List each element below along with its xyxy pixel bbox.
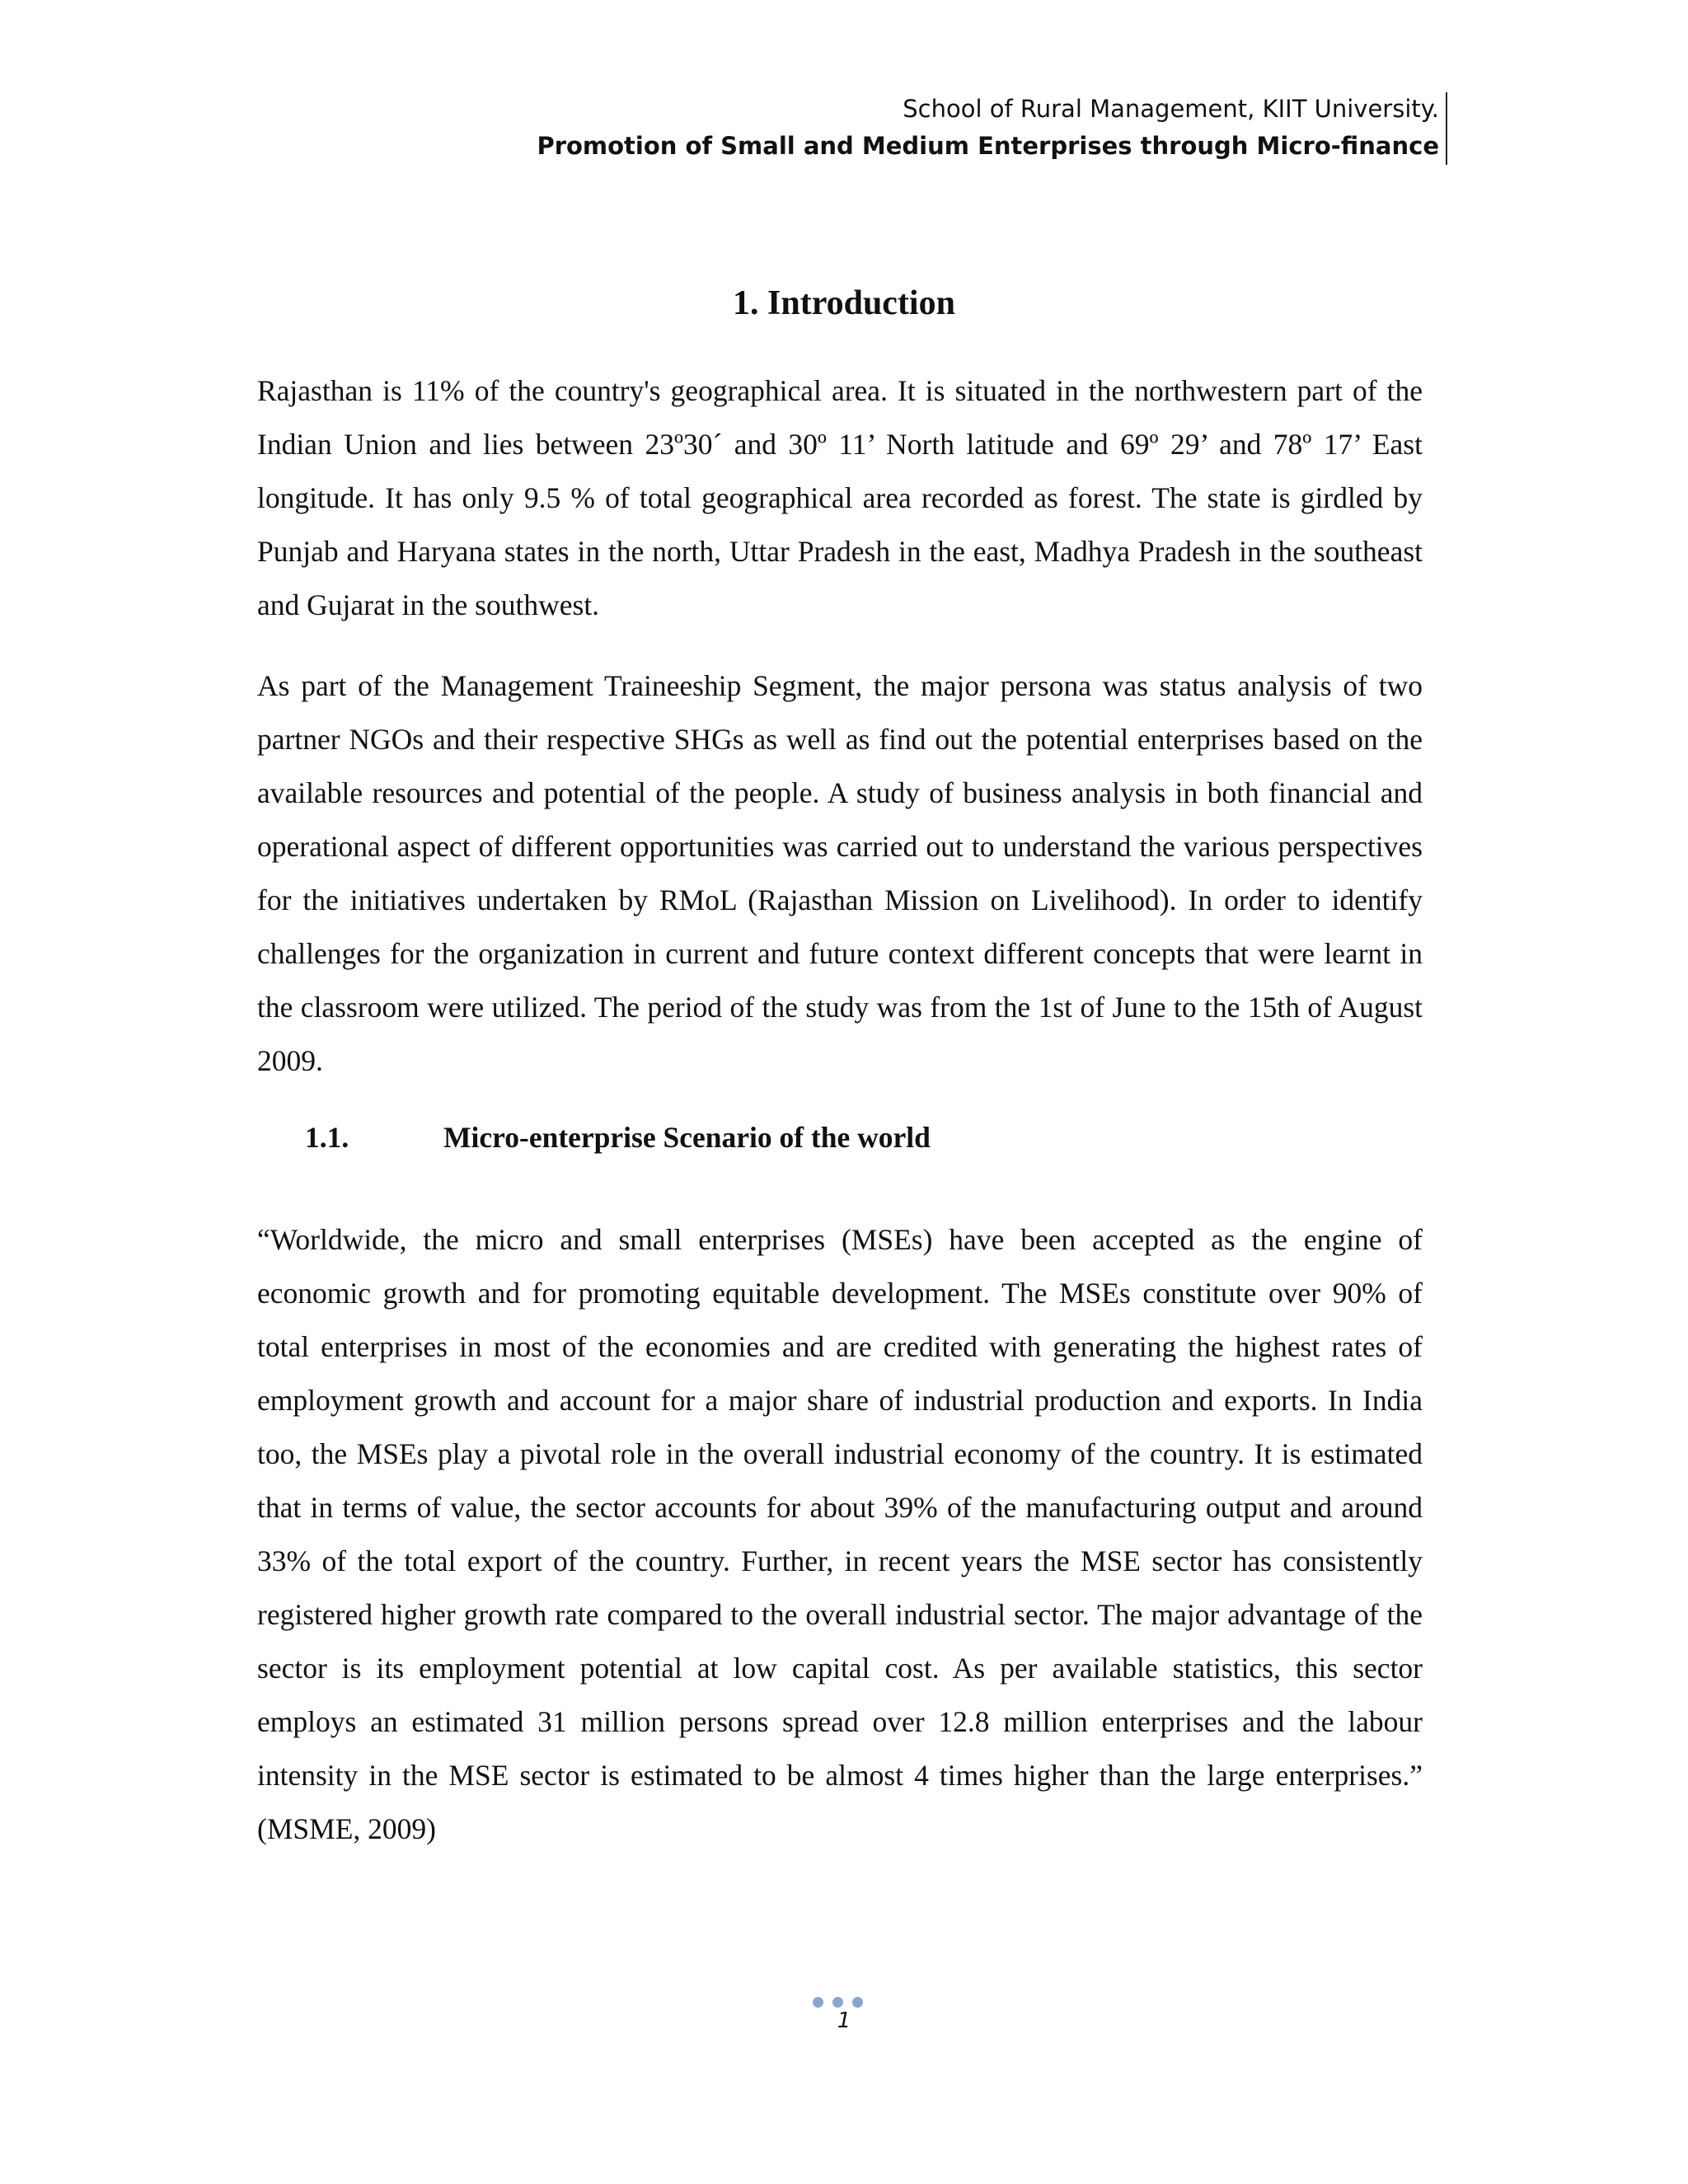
header-institution: School of Rural Management, KIIT University. — [903, 95, 1439, 123]
running-header — [537, 91, 1439, 165]
paragraph-mse-quote: “Worldwide, the micro and small enterprises (MSEs) have been accepted as the engine of economic growth and for promoting equitable development. The MSEs constitute over 90% of total enterprises in most of the economies and are credited with generating the highest rates of employment growth and account for a major share of industrial production and exports. In India too, the MSEs play a pivotal role in the overall industrial economy of the country. It is estimated that in terms of value, the sector accounts for about 39% of the manufacturing output and around 33% of the total export of the country. Further, in recent years the MSE sector has consistently registered higher growth rate compared to the overall industrial sector. The major advantage of the sector is its employment potential at low capital cost. As per available statistics, this sector employs an estimated 31 million persons spread over 12.8 million enterprises and the labour intensity in the MSE sector is estimated to be almost 4 times higher than the large enterprises.” (MSME, 2009) — [257, 1223, 1423, 1845]
chapter-title: 1. Introduction — [733, 284, 955, 322]
header-report-title: Promotion of Small and Medium Enterprises through Micro-finance — [537, 132, 1439, 160]
section-title: Micro-enterprise Scenario of the world — [443, 1121, 931, 1154]
paragraph-rajasthan-geography: Rajasthan is 11% of the country's geographical area. It is situated in the northwestern part of the Indian Union and lies between 23º30´ and 30º 11’ North latitude and 69º 29’ and 78º 17’ East longitude. It has only 9.5 % of total geographical area recorded as forest. The state is girdled by Punjab and Haryana states in the north, Uttar Pradesh in the east, Madhya Pradesh in the southeast and Gujarat in the southwest. — [257, 374, 1423, 621]
section-number: 1.1. — [305, 1121, 349, 1154]
section-heading — [305, 1114, 931, 1160]
paragraph-management-traineeship: As part of the Management Traineeship Segment, the major persona was status analysis of two partner NGOs and their respective SHGs as well as find out the potential enterprises based on the available resources and potential of the people. A study of business analysis in both financial and operational aspect of different opportunities was carried out to understand the various perspectives for the initiatives undertaken by RMoL (Rajasthan Mission on Livelihood). In order to identify challenges for the organization in current and future context different concepts that were learnt in the classroom were utilized. The period of the study was from the 1st of June to the 15th of August 2009. — [257, 669, 1423, 1077]
page-number: 1 — [837, 2008, 851, 2033]
header-rule — [1446, 92, 1447, 165]
